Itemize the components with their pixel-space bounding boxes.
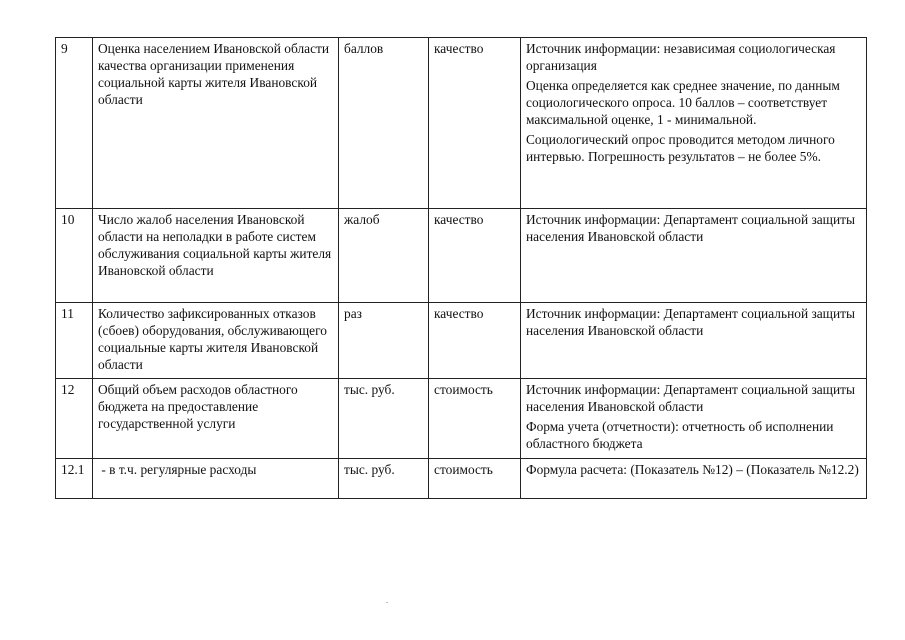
row-number: 10 [56,209,93,303]
row-number: 12 [56,379,93,459]
indicator-name: Оценка населением Ивановской области качества организации применения социальной карты жителя Ивановской области [93,38,339,209]
description-paragraph: Социологический опрос проводится методом личного интервью. Погрешность результатов – не более 5%. [526,132,835,164]
row-number: 11 [56,303,93,379]
indicator-name: Количество зафиксированных отказов (сбоев) оборудования, обслуживающего социальные карты жителя Ивановской области [93,303,339,379]
indicator-type: стоимость [429,379,521,459]
description-paragraph: Источник информации: Департамент социальной защиты населения Ивановской области [526,382,856,414]
unit-of-measure: раз [339,303,429,379]
description-paragraph: Источник информации: Департамент социальной защиты населения Ивановской области [526,212,856,244]
indicator-description [521,303,867,379]
scan-speck [386,602,388,603]
indicator-description [521,38,867,209]
unit-of-measure: баллов [339,38,429,209]
description-paragraph: Оценка определяется как среднее значение, по данным социологического опроса. 10 баллов – соответствует максимальной оценке, 1 - минимальной. [526,78,840,127]
unit-of-measure: тыс. руб. [339,379,429,459]
row-number: 12.1 [56,459,93,499]
indicator-type: стоимость [429,459,521,499]
indicator-description [521,459,867,499]
table-row [56,379,867,459]
indicator-name: Число жалоб населения Ивановской области на неполадки в работе систем обслуживания социальной карты жителя Ивановской области [93,209,339,303]
unit-of-measure: тыс. руб. [339,459,429,499]
indicator-name: Общий объем расходов областного бюджета на предоставление государственной услуги [93,379,339,459]
table-row [56,38,867,209]
unit-of-measure: жалоб [339,209,429,303]
table-row [56,459,867,499]
description-paragraph: Формула расчета: (Показатель №12) – (Показатель №12.2) [526,462,859,477]
table-row [56,209,867,303]
indicator-description [521,379,867,459]
indicators-table [55,37,867,499]
description-paragraph: Источник информации: Департамент социальной защиты населения Ивановской области [526,306,856,338]
indicator-type: качество [429,38,521,209]
description-paragraph: Источник информации: независимая социологическая организация [526,41,836,73]
indicator-type: качество [429,209,521,303]
description-paragraph: Форма учета (отчетности): отчетность об исполнении областного бюджета [526,419,834,451]
row-number: 9 [56,38,93,209]
table-row [56,303,867,379]
indicator-name: - в т.ч. регулярные расходы [93,459,339,499]
indicator-description [521,209,867,303]
indicator-type: качество [429,303,521,379]
